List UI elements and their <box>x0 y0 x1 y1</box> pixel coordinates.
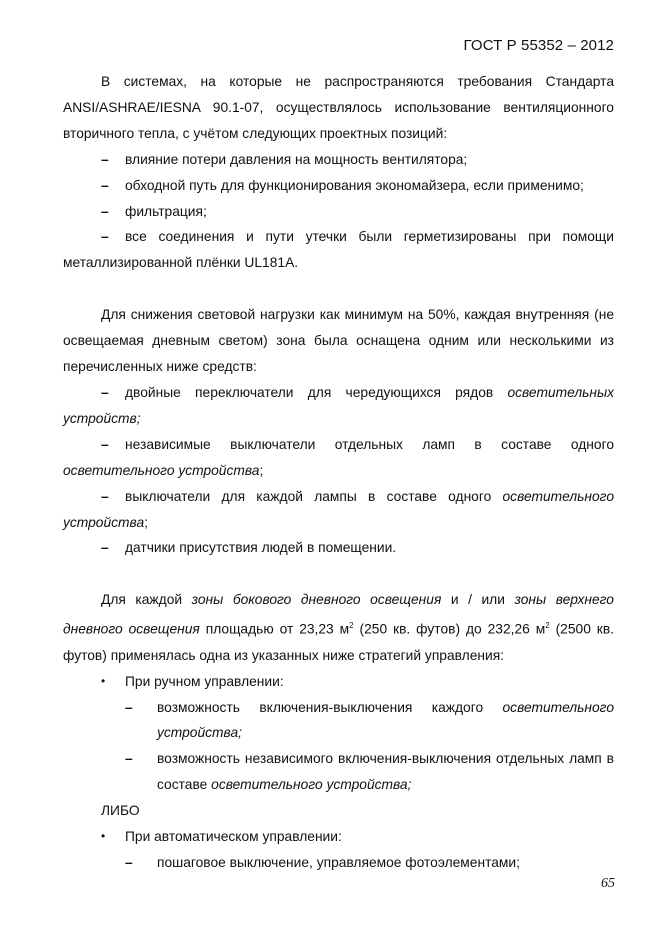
dash-icon: – <box>101 151 109 167</box>
section3-intro: Для каждой зоны бокового дневного освещения и / или зоны верхнего дневного освещения площадью от 23,23 $м^2$ (250 кв. футов) до 232,26 $м^2$ (2500 кв. футов) применялась одна из указанных ниже стратегий управления: <box>63 592 614 663</box>
dash-icon: – <box>125 699 133 715</box>
dash-icon: – <box>125 854 133 870</box>
list-item: – влияние потери давления на мощность вентилятора; <box>63 147 614 173</box>
defined-term: осветительных устройств; <box>63 384 614 426</box>
list-item: – все соединения и пути утечки были герметизированы при помощи металлизированной плёнки UL181A. <box>63 224 614 276</box>
dash-icon: – <box>125 751 133 767</box>
dash-icon: – <box>101 436 109 452</box>
bullet-item: • При автоматическом управлении: <box>63 824 614 850</box>
list-item: – выключатели для каждой лампы в составе одного осветительного устройства; <box>63 484 614 536</box>
dash-icon: – <box>101 229 109 245</box>
defined-term: осветительного устройства; <box>211 777 412 793</box>
list-item: – возможность независимого включения-выключения отдельных ламп в составе осветительного устройства; <box>63 746 614 798</box>
bullet-icon: • <box>101 829 106 844</box>
or-label: ЛИБО <box>101 803 140 819</box>
list-item: – независимые выключатели отдельных ламп в составе одного осветительного устройства; <box>63 432 614 484</box>
defined-term: осветительного устройства <box>63 488 614 530</box>
dash-icon: – <box>101 177 109 193</box>
list-item: – датчики присутствия людей в помещении. <box>63 535 614 561</box>
list-item: – обходной путь для функционирования экономайзера, если применимо; <box>63 173 614 199</box>
page-number: 65 <box>601 876 615 891</box>
dash-icon: – <box>101 540 109 556</box>
dash-icon: – <box>101 384 109 400</box>
section2-intro: Для снижения световой нагрузки как минимум на 50%, каждая внутренняя (не освещаемая дневным светом) зона была оснащена одним или несколькими из перечисленных ниже средств: <box>63 307 614 375</box>
bullet-icon: • <box>101 673 106 688</box>
list-item: – двойные переключатели для чередующихся рядов осветительных устройств; <box>63 380 614 432</box>
list-item: – пошаговое выключение, управляемое фотоэлементами; <box>63 850 614 876</box>
defined-term: зоны бокового дневного освещения <box>191 592 442 608</box>
bullet-item: • При ручном управлении: <box>63 669 614 695</box>
dash-icon: – <box>101 203 109 219</box>
defined-term: осветительного устройства; <box>157 699 614 741</box>
list-item: – возможность включения-выключения каждого осветительного устройства; <box>63 695 614 747</box>
defined-term: зоны верхнего дневного освещения <box>63 592 614 637</box>
section1-intro: В системах, на которые не распространяются требования Стандарта ANSI/ASHRAE/IESNA 90.1-07, осуществлялось использование вентиляционного вторичного тепла, с учётом следующих проектных позиций: <box>63 74 614 141</box>
page-body <box>63 69 614 876</box>
dash-icon: – <box>101 488 109 504</box>
defined-term: осветительного устройства <box>63 462 260 478</box>
list-item: – фильтрация; <box>63 199 614 225</box>
document-code-header: ГОСТ Р 55352 – 2012 <box>463 37 614 54</box>
